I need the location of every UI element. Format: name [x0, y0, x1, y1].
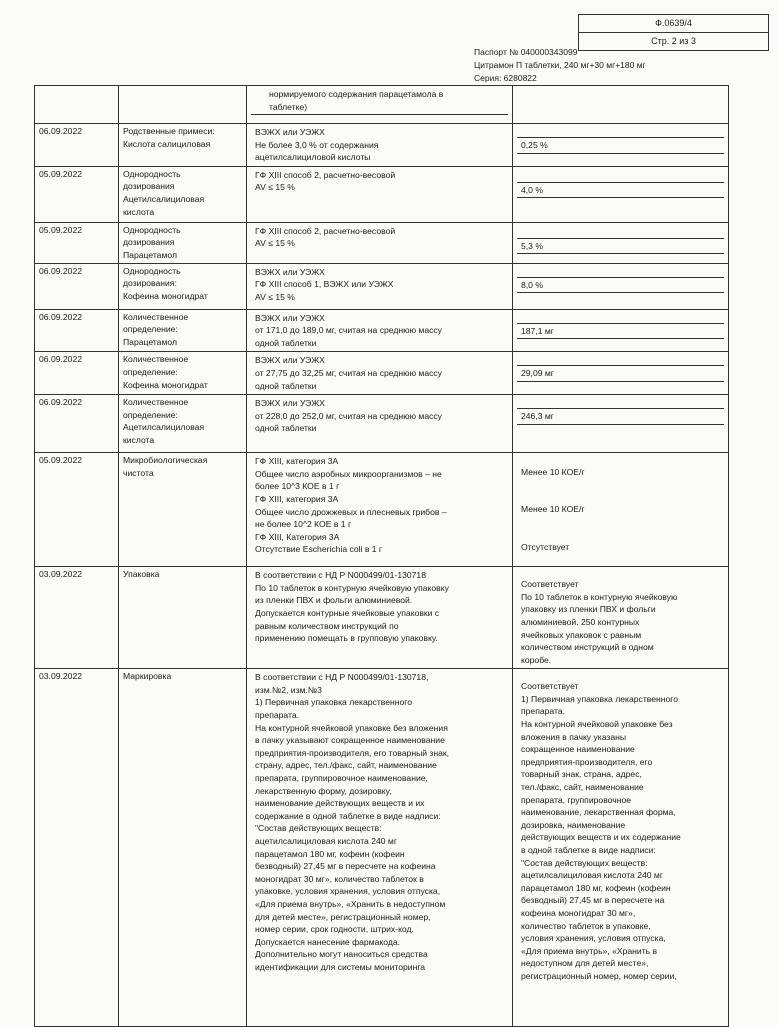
result-line: кофеина моногидрат 30 мг»,: [521, 907, 636, 918]
requirement-line: ВЭЖХ или УЭЖХ: [255, 312, 325, 323]
result-line: Отсутствует: [521, 542, 570, 553]
requirement-line: применению помещать в групповую упаковку.: [255, 633, 438, 644]
requirement-line: из пленки ПВХ и фольги алюминиевой.: [255, 595, 413, 606]
test-result: [513, 567, 729, 669]
test-name-line: Однородность: [123, 224, 181, 235]
requirement-line: от 27,75 до 32,25 мг, считая на среднюю массу: [255, 367, 442, 378]
test-date: 03.09.2022: [35, 669, 119, 1027]
test-name-line: Родственные примеси:: [123, 126, 215, 136]
test-date: 06.09.2022: [35, 352, 119, 395]
requirement-line: Дополнительно могут наноситься средства: [255, 949, 428, 960]
requirement-line: парацетамол 180 мг, кофеин (кофеин: [255, 848, 405, 859]
requirement-line: «Для приема внутрь», «Хранить в недоступном: [255, 898, 446, 909]
result-line: безводный) 27,45 мг в пересчете на: [521, 895, 665, 906]
test-result: [513, 263, 729, 309]
result-line: количество таблеток в упаковке,: [521, 920, 651, 931]
table-row: [35, 309, 729, 352]
result-line: ацетилсалициловая кислота 240 мг: [521, 870, 663, 881]
test-date: 05.09.2022: [35, 222, 119, 263]
test-name-line: дозирования: [123, 237, 175, 248]
requirement-line: Общее число аэробных микроорганизмов – не: [255, 468, 442, 479]
requirement-line: предприятия-производителя, его товарный знак,: [255, 747, 450, 758]
test-name-line: Однородность: [123, 265, 181, 276]
result-line: условия хранения, условия отпуска,: [521, 933, 666, 944]
requirement-line: ВЭЖХ или УЭЖХ: [255, 127, 325, 137]
spacer: [517, 125, 724, 137]
result-line: 8,0 %: [521, 279, 543, 290]
result-line: действующих веществ и их содержание: [521, 832, 681, 843]
requirement-line: В соответствии с НД Р N000499/01-130718,: [255, 672, 429, 683]
test-name: [119, 567, 247, 669]
test-name-line: Количественное: [123, 397, 189, 408]
test-date: 06.09.2022: [35, 395, 119, 453]
test-date: 06.09.2022: [35, 263, 119, 309]
result-line: 246,3 мг: [521, 411, 554, 422]
passport-header: [474, 46, 646, 85]
test-result: [513, 309, 729, 352]
passport-number: Паспорт № 040000343099: [474, 47, 578, 57]
test-name: [119, 669, 247, 1027]
test-name-line: определение:: [123, 324, 178, 335]
test-result: [513, 222, 729, 263]
test-requirement: [247, 669, 513, 1027]
requirement-line: безводный) 27,45 мг в пересчете на кофеина: [255, 861, 436, 872]
requirement-line: номер серии, срок годности, штрих-код.: [255, 924, 414, 935]
requirement-line: AV ≤ 15 %: [255, 291, 295, 302]
requirement-line: AV ≤ 15 %: [255, 238, 295, 249]
test-name: [119, 395, 247, 453]
result-line: «Для приема внутрь», «Хранить в: [521, 945, 658, 956]
result-line: предприятия-производителя, его: [521, 756, 653, 767]
test-name: [119, 166, 247, 222]
test-date: 06.09.2022: [35, 124, 119, 167]
result-line: 1) Первичная упаковка лекарственного: [521, 693, 678, 704]
page-indicator: Стр. 2 из 3: [579, 32, 768, 50]
test-requirement: [247, 222, 513, 263]
requirement-line: ацетилсалициловой кислоты: [255, 152, 371, 163]
test-requirement: [247, 309, 513, 352]
test-name-line: дозирования:: [123, 278, 177, 289]
test-requirement: [247, 263, 513, 309]
result-line: сокращенное наименование: [521, 744, 635, 755]
table-row: [35, 567, 729, 669]
requirement-line: ГФ XIII способ 1, ВЭЖХ или УЭЖХ: [255, 279, 394, 290]
result-line: алюминиевой. 250 контурных: [521, 616, 640, 627]
result-line: Менее 10 КОЕ/г: [521, 503, 585, 514]
test-requirement: [247, 124, 513, 167]
table-row: [35, 453, 729, 567]
requirement-line: AV ≤ 15 %: [255, 182, 295, 193]
test-date: 05.09.2022: [35, 166, 119, 222]
requirement-line: упаковке, условия хранения, условия отпуска,: [255, 886, 441, 897]
requirement-line: равным количеством инструкций по: [255, 620, 399, 631]
requirement-line: от 228,0 до 252,0 мг, считая на среднюю массу: [255, 410, 442, 421]
requirement-line: 1) Первичная упаковка лекарственного: [255, 697, 412, 708]
spacer: [517, 224, 724, 238]
spacer: [517, 168, 724, 182]
result-line: вложения в пачку указаны: [521, 731, 627, 742]
requirement-line: наименование действующих веществ и их: [255, 798, 425, 809]
test-name-line: Однородность: [123, 168, 181, 179]
table-row: [35, 669, 729, 1027]
requirement-line: содержание в одной таблетке в виде надписи:: [255, 810, 441, 821]
test-name-line: Количественное: [123, 311, 189, 322]
test-name: [119, 86, 247, 124]
table-row: [35, 124, 729, 167]
test-requirement: [247, 567, 513, 669]
requirement-line: изм.№2, изм.№3: [255, 684, 322, 695]
table-row: [35, 395, 729, 453]
form-code: Ф.0639/4: [655, 18, 692, 28]
requirement-line: В соответствии с НД Р N000499/01-130718: [255, 570, 426, 581]
requirement-line: Не более 3,0 % от содержания: [255, 139, 379, 150]
requirement-line: "Состав действующих веществ:: [255, 823, 382, 834]
product-name: Цитрамон П таблетки, 240 мг+30 мг+180 мг: [474, 60, 646, 70]
requirement-line: от 171,0 до 189,0 мг, считая на среднюю массу: [255, 325, 442, 336]
result-line: 4,0 %: [521, 184, 543, 195]
test-name-line: Парацетамол: [123, 336, 177, 347]
requirement-line: для детей месте», регистрационный номер,: [255, 911, 431, 922]
result-line: препарата.: [521, 706, 566, 717]
requirement-line: нормируемого содержания парацетамола в: [269, 89, 444, 99]
requirement-line: лекарственную форму, дозировку,: [255, 785, 392, 796]
result-line: упаковку из пленки ПВХ и фольги: [521, 604, 656, 615]
result-line: в одной таблетке в виде надписи:: [521, 845, 656, 855]
spacer: [517, 265, 724, 277]
requirement-line: ВЭЖХ или УЭЖХ: [255, 355, 325, 366]
requirement-line: препарата.: [255, 710, 300, 721]
requirement-line: одной таблетки: [255, 337, 317, 348]
requirement-line: одной таблетки: [255, 380, 317, 391]
requirement-line: моногидрат 30 мг», количество таблеток в: [255, 873, 424, 884]
test-date: [35, 86, 119, 124]
test-name-line: Кофеина моногидрат: [123, 290, 208, 301]
requirement-line: ВЭЖХ или УЭЖХ: [255, 398, 325, 409]
requirement-line: одной таблетки: [255, 423, 317, 434]
requirement-line: ГФ XIII, категория 3А: [255, 456, 339, 467]
table-row: [35, 222, 729, 263]
requirement-line: препарата, группировочное наименование,: [255, 773, 428, 784]
requirement-line: ацетилсалициловая кислота 240 мг: [255, 836, 397, 846]
test-name-line: Упаковка: [123, 569, 160, 580]
result-line: препарата, группировочное: [521, 794, 632, 805]
test-name-line: Ацетилсалициловая: [123, 193, 205, 204]
table-row: [35, 166, 729, 222]
test-date: 05.09.2022: [35, 453, 119, 567]
test-name-line: Маркировка: [123, 671, 172, 682]
test-requirement: [247, 395, 513, 453]
test-result: [513, 352, 729, 395]
test-name: [119, 222, 247, 263]
test-date: 06.09.2022: [35, 309, 119, 352]
test-results-table: [34, 85, 729, 1027]
test-requirement: [247, 166, 513, 222]
requirement-line: не более 10^2 КОЕ в 1 г: [255, 519, 352, 530]
test-name-line: Ацетилсалициловая: [123, 422, 205, 433]
result-line: 29,09 мг: [521, 368, 554, 379]
result-line: Соответствует: [521, 681, 579, 692]
requirement-line: ГФ XIII, категория 3А: [255, 493, 339, 504]
result-line: тел./факс, сайт, наименование: [521, 782, 644, 793]
test-name: [119, 352, 247, 395]
result-line: На контурной ячейковой упаковке без: [521, 719, 673, 730]
test-requirement: [247, 86, 513, 124]
table-row: [35, 352, 729, 395]
result-line: По 10 таблеток в контурную ячейковую: [521, 591, 678, 602]
test-date: 03.09.2022: [35, 567, 119, 669]
test-name-line: Кислота салициловая: [123, 138, 211, 149]
requirement-line: в пачку указывают сокращенное наименование: [255, 735, 445, 746]
result-line: товарный знак, страна, адрес,: [521, 769, 642, 780]
test-result: [513, 86, 729, 124]
result-line: парацетамол 180 мг, кофеин (кофеин: [521, 882, 671, 893]
result-line: ячейковых упаковок с равным: [521, 629, 642, 640]
result-line: 0,25 %: [521, 140, 548, 150]
requirement-line: страну, адрес, тел./факс, сайт, наименование: [255, 760, 437, 771]
test-name-line: определение:: [123, 409, 178, 420]
requirement-line: Общее число дрожжевых и плесневых грибов –: [255, 506, 447, 517]
requirement-line: Допускается нанесение фармакода.: [255, 936, 401, 947]
test-requirement: [247, 453, 513, 567]
result-line: недоступном для детей месте»,: [521, 958, 649, 969]
result-line: регистрационный номер, номер серии,: [521, 970, 677, 981]
result-line: 5,3 %: [521, 240, 543, 251]
test-result: [513, 124, 729, 167]
result-line: количеством инструкций в одном: [521, 642, 654, 653]
requirement-line: ВЭЖХ или УЭЖХ: [255, 266, 325, 277]
test-name: [119, 124, 247, 167]
test-name: [119, 263, 247, 309]
test-name-line: чистота: [123, 467, 154, 478]
table-row: [35, 86, 729, 124]
test-name-line: кислота: [123, 206, 155, 217]
requirement-line: идентификации для системы мониторинга: [255, 961, 426, 972]
test-result: [513, 669, 729, 1027]
result-line: коробе.: [521, 654, 552, 665]
requirement-line: ГФ XIII, Категория 3А: [255, 531, 340, 542]
result-line: Менее 10 КОЕ/г: [521, 467, 585, 478]
test-result: [513, 453, 729, 567]
requirement-line: таблетке): [269, 101, 308, 112]
test-name-line: Микробиологическая: [123, 455, 208, 466]
requirement-line: На контурной ячейковой упаковке без вложения: [255, 722, 448, 733]
test-name-line: Парацетамол: [123, 249, 177, 260]
spacer: [517, 353, 724, 365]
requirement-line: По 10 таблеток в контурную ячейковую упаковку: [255, 582, 449, 593]
result-line: 187,1 мг: [521, 325, 554, 336]
test-name: [119, 309, 247, 352]
series-number: Серия: 6280822: [474, 73, 537, 83]
test-name-line: кислота: [123, 434, 155, 445]
requirement-line: более 10^3 КОЕ в 1 г: [255, 481, 340, 492]
test-name-line: дозирования: [123, 181, 175, 192]
requirement-line: Допускается контурные ячейковые упаковки с: [255, 607, 440, 618]
test-requirement: [247, 352, 513, 395]
result-line: Соответствует: [521, 579, 579, 590]
requirement-line: ГФ XIII способ 2, расчетно-весовой: [255, 225, 396, 236]
test-result: [513, 166, 729, 222]
test-name-line: Количественное: [123, 354, 189, 365]
result-line: дозировка, наименование: [521, 819, 626, 830]
table-row: [35, 263, 729, 309]
test-name-line: определение:: [123, 366, 178, 377]
result-line: "Состав действующих веществ:: [521, 857, 648, 868]
test-name: [119, 453, 247, 567]
test-result: [513, 395, 729, 453]
requirement-line: ГФ XIII способ 2, расчетно-весовой: [255, 169, 396, 180]
requirement-line: Отсутствие Escherichia coli в 1 г: [255, 544, 383, 555]
result-line: наименование, лекарственная форма,: [521, 807, 676, 818]
test-name-line: Кофеина моногидрат: [123, 379, 208, 390]
spacer: [517, 396, 724, 408]
spacer: [517, 311, 724, 323]
